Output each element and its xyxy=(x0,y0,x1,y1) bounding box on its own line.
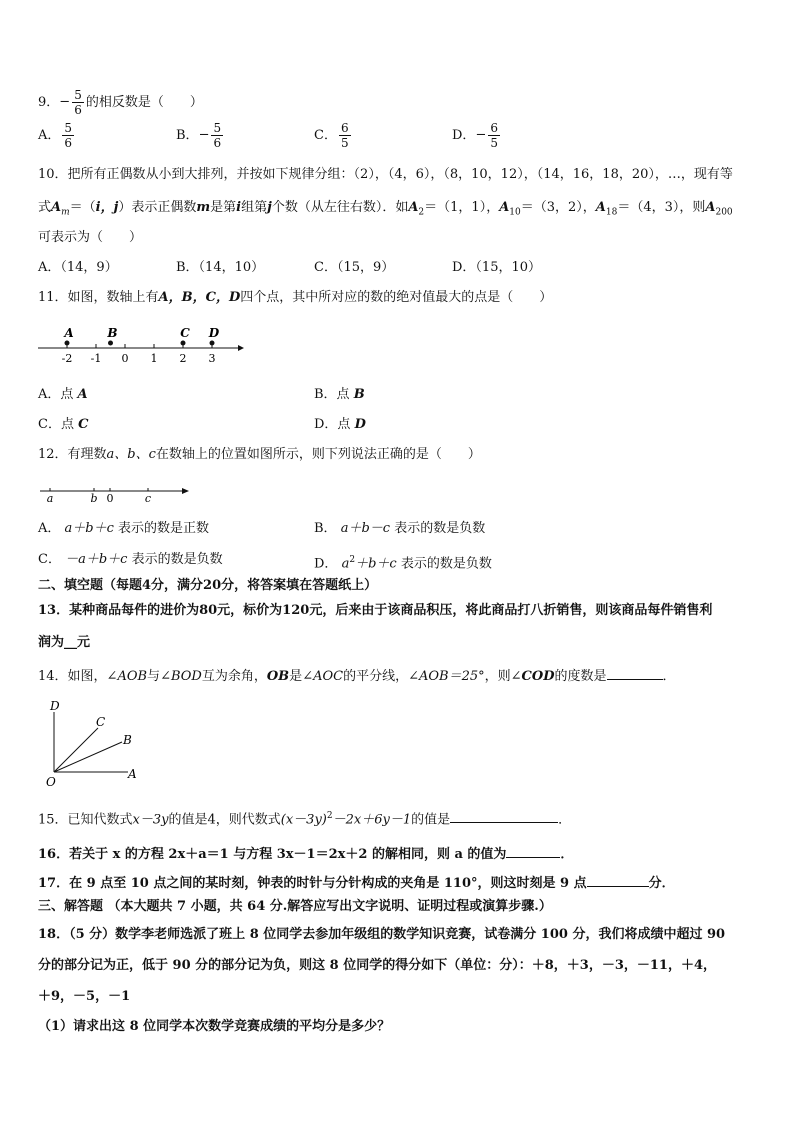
question-17-stem xyxy=(38,874,675,892)
text: ． xyxy=(558,812,572,828)
superscript: 2 xyxy=(326,811,333,821)
answer-blank[interactable] xyxy=(450,810,558,823)
equation: ∠AOB＝25° xyxy=(408,669,485,684)
text: 组第 xyxy=(241,200,268,215)
figure-label-o: O xyxy=(46,775,56,788)
fraction xyxy=(72,88,84,117)
subscript: m xyxy=(61,207,70,218)
option-b[interactable] xyxy=(314,521,485,537)
text: 互为余角， xyxy=(201,669,267,684)
point-b xyxy=(108,341,113,346)
point-a xyxy=(65,341,70,346)
option-label: B． xyxy=(176,128,199,143)
minus-sign: − xyxy=(59,94,71,110)
option-expression: －a＋b＋c xyxy=(60,552,132,567)
text: 14．如图， xyxy=(38,669,107,684)
subscript: 18 xyxy=(605,207,618,218)
section-2-heading: 二、填空题（每题4分，满分20分，将答案填在答题纸上） xyxy=(38,578,378,593)
figure-labels xyxy=(46,699,137,788)
question-18-line-2: 分的部分记为正，低于 90 分的部分记为负，则这 8 位同学的得分如下（单位：分）：＋8，＋3，－3，－11，＋4， xyxy=(38,958,717,973)
option-text: B．点 xyxy=(314,387,354,402)
fraction xyxy=(211,121,223,150)
section-3-heading: 三、解答题 （本大题共 7 小题，共 64 分.解答应写出文字说明、证明过程或演算步骤.） xyxy=(38,899,552,914)
axis-points xyxy=(63,326,219,346)
option-label: B． xyxy=(314,521,337,536)
ray-oc xyxy=(54,728,98,772)
text: ）表示正偶数 xyxy=(118,200,197,215)
text: 的值是 xyxy=(411,812,451,828)
answer-blank[interactable] xyxy=(587,874,649,887)
text: ． xyxy=(560,847,574,862)
text: 是第 xyxy=(210,200,237,215)
expression: (x－3y) xyxy=(280,812,327,828)
var-ij: i，j xyxy=(95,200,119,215)
angle: ∠AOC xyxy=(302,669,344,684)
option-d[interactable]: D．（15，10） xyxy=(452,260,542,275)
option-text: 表示的数是负数 xyxy=(400,556,492,572)
option-label: C． xyxy=(38,552,61,567)
axis-ticks xyxy=(62,344,216,365)
option-expression: a＋b－c xyxy=(336,521,395,536)
question-10-line-3: 可表示为（ ） xyxy=(38,230,143,245)
var-j: j xyxy=(267,200,272,215)
point-label-a: A xyxy=(64,326,74,340)
subscript: 10 xyxy=(509,207,521,218)
question-18-sub-1: （1）请求出这 8 位同学本次数学竞赛成绩的平均分是多少？ xyxy=(38,1019,391,1034)
minus-sign: − xyxy=(475,127,487,143)
question-10-line-1: 10．把所有正偶数从小到大排列，并按如下规律分组：（2），（4，6），（8，10，12），（14，16，18，20），…，现有等 xyxy=(38,167,733,182)
text: 四个点，其中所对应的数的绝对值最大的点是（ ） xyxy=(240,290,553,305)
expression: －2x＋6y－1 xyxy=(332,812,412,828)
question-18-line-3: ＋9，－5，－1 xyxy=(38,989,131,1004)
question-13-line-2: 润为__元 xyxy=(38,635,91,650)
numerator: 6 xyxy=(340,121,349,135)
option-b[interactable] xyxy=(176,121,225,150)
option-text: 表示的数是负数 xyxy=(131,552,223,567)
fraction xyxy=(339,121,351,150)
arrow-head xyxy=(238,345,244,351)
number-line-figure-12 xyxy=(38,480,192,506)
answer-blank[interactable] xyxy=(506,845,560,858)
figure-label-b: B xyxy=(123,733,132,747)
var-a: A xyxy=(51,200,62,215)
option-c[interactable] xyxy=(314,121,353,150)
point-label-d: D xyxy=(208,326,220,340)
var-a: A xyxy=(595,200,606,215)
option-a[interactable] xyxy=(38,387,88,403)
option-text: C．点 xyxy=(38,417,79,432)
question-15-stem xyxy=(38,808,571,828)
option-var: B xyxy=(353,387,365,402)
option-a[interactable] xyxy=(38,121,76,150)
option-c[interactable]: C．（15，9） xyxy=(314,260,395,275)
option-expression: a＋b＋c xyxy=(60,521,119,536)
denominator: 5 xyxy=(340,136,349,150)
text: ＝（ xyxy=(69,200,96,215)
option-label: D． xyxy=(452,128,476,143)
text: 在数轴上的位置如图所示，则下列说法正确的是（ ） xyxy=(155,447,481,462)
tick-label: 0 xyxy=(121,352,129,365)
fraction xyxy=(62,121,74,150)
var-a: A xyxy=(408,200,419,215)
option-b[interactable] xyxy=(314,387,365,403)
stem-text: 的相反数是（ ） xyxy=(85,95,203,110)
tick-label: 3 xyxy=(208,352,216,365)
option-text: 表示的数是负数 xyxy=(394,521,486,536)
text: ． xyxy=(662,669,676,684)
option-d[interactable] xyxy=(314,552,492,572)
question-11-stem xyxy=(38,290,552,306)
option-text: D．点 xyxy=(314,417,355,432)
var-i: i xyxy=(236,200,242,215)
vars: A，B，C，D xyxy=(158,290,241,305)
text: ＝（3，2）， xyxy=(520,200,596,215)
tick-label: -2 xyxy=(61,352,73,365)
text: 的度数是 xyxy=(554,669,607,684)
option-var: A xyxy=(77,387,88,402)
question-16-stem xyxy=(38,845,573,863)
mark-label-b: b xyxy=(90,492,98,505)
fraction xyxy=(488,121,500,150)
subscript: 2 xyxy=(418,207,425,218)
angle-figure-14 xyxy=(40,698,150,788)
angle: COD xyxy=(521,669,555,684)
text: 16．若关于 x 的方程 2x＋a＝1 与方程 3x－1＝2x＋2 的解相同，则 a 的值为 xyxy=(38,847,507,862)
figure-label-d: D xyxy=(50,699,60,713)
text: 分． xyxy=(648,876,675,891)
option-label: D． xyxy=(314,556,338,572)
option-label: A． xyxy=(38,128,61,143)
option-b[interactable]: B．（14，10） xyxy=(176,260,265,275)
text: ＝（4，3），则 xyxy=(617,200,706,215)
point-c xyxy=(181,341,186,346)
option-expression: a xyxy=(337,556,350,572)
text: 式 xyxy=(38,200,52,215)
numerator: 6 xyxy=(490,121,498,135)
text: 的值是4，则代数式 xyxy=(168,812,281,828)
point-label-c: C xyxy=(180,326,190,340)
mark-label-zero: 0 xyxy=(106,492,114,505)
option-a[interactable] xyxy=(38,521,209,537)
text: ＝（1，1）， xyxy=(424,200,500,215)
tick-label: -1 xyxy=(90,352,102,365)
option-var: C xyxy=(78,417,89,432)
text: 11．如图，数轴上有 xyxy=(38,290,159,305)
text: 的平分线， xyxy=(343,669,409,684)
var-m: m xyxy=(196,200,211,215)
denominator: 6 xyxy=(74,103,82,117)
subscript: 200 xyxy=(715,207,733,218)
figure-label-c: C xyxy=(96,715,106,729)
option-var: D xyxy=(354,417,366,432)
var-a: A xyxy=(499,200,510,215)
tick-label: 1 xyxy=(150,352,158,365)
question-9-stem xyxy=(38,88,203,117)
ray: OB xyxy=(266,669,290,684)
numerator: 5 xyxy=(64,121,73,135)
option-c[interactable] xyxy=(38,552,223,568)
option-label: C． xyxy=(314,128,337,143)
answer-blank[interactable] xyxy=(607,667,663,680)
option-a[interactable]: A．（14，9） xyxy=(38,260,118,275)
question-10-line-2 xyxy=(38,200,733,221)
figure-label-a: A xyxy=(128,767,137,781)
text: 15．已知代数式 xyxy=(38,812,133,828)
question-13-line-1: 13．某种商品每件的进价为80元，标价为120元，后来由于该商品积压，将此商品打八折销售，则该商品每件销售利 xyxy=(38,603,713,618)
text: 个数（从左往右数）．如 xyxy=(271,200,409,215)
text: 17．在 9 点至 10 点之间的某时刻，钟表的时针与分针构成的夹角是 110°，则这时刻是 9 点 xyxy=(38,876,587,891)
mark-label-a: a xyxy=(46,492,54,505)
minus-sign: − xyxy=(198,127,210,143)
option-d[interactable] xyxy=(452,121,502,150)
denominator: 6 xyxy=(213,136,222,150)
numerator: 5 xyxy=(74,88,82,102)
question-12-stem xyxy=(38,447,481,463)
text: 是 xyxy=(289,669,303,684)
text: 12．有理数 xyxy=(38,447,107,462)
denominator: 6 xyxy=(64,136,73,150)
expression: x－3y xyxy=(132,812,169,828)
option-expression: ＋b＋c xyxy=(355,556,401,572)
tick-label: 2 xyxy=(179,352,187,365)
angle: ∠BOD xyxy=(160,669,202,684)
question-18-line-1: 18．（5 分）数学李老师选派了班上 8 位同学去参加年级组的数学知识竞赛，试卷满分 100 分，我们将成绩中超过 90 xyxy=(38,927,726,942)
var-a: A xyxy=(705,200,716,215)
arrow-head xyxy=(182,488,189,494)
option-text: 表示的数是正数 xyxy=(118,521,210,536)
question-number: 9． xyxy=(38,95,60,110)
angle: ∠AOB xyxy=(106,669,148,684)
option-label: A． xyxy=(38,521,61,536)
point-d xyxy=(210,341,215,346)
text: ，则∠ xyxy=(484,669,522,684)
point-label-b: B xyxy=(107,326,118,340)
option-c[interactable] xyxy=(38,417,88,433)
question-14-stem xyxy=(38,667,676,685)
text: 与 xyxy=(147,669,161,684)
vars: a、b、c xyxy=(106,447,156,462)
ray-ob xyxy=(54,742,122,772)
denominator: 5 xyxy=(490,136,498,150)
number-line-figure-11 xyxy=(34,322,246,368)
numerator: 5 xyxy=(213,121,222,135)
mark-label-c: c xyxy=(144,492,152,505)
option-text: A．点 xyxy=(38,387,78,402)
option-d[interactable] xyxy=(314,417,366,433)
superscript: 2 xyxy=(349,555,356,565)
